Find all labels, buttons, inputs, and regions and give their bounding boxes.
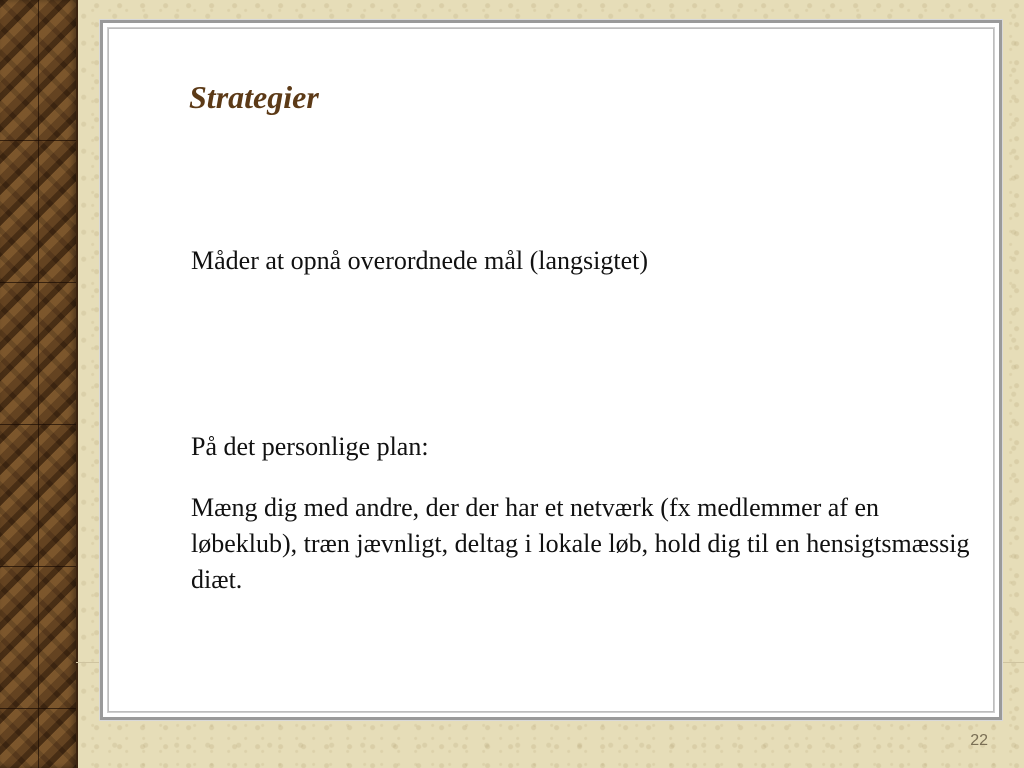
page-number: 22 <box>970 732 988 749</box>
decorative-side-strip <box>0 0 78 768</box>
strip-divider-horizontal <box>0 282 76 283</box>
slide-panel-inner-border <box>108 28 994 712</box>
slide-panel <box>100 20 1002 720</box>
strip-divider-horizontal <box>0 424 76 425</box>
slide-paragraph: Mæng dig med andre, der der har et netværk (fx medlemmer af en løbeklub), træn jævnligt, deltag i lokale løb, hold dig til en hensigtsmæssig diæt. <box>191 493 970 594</box>
slide-title: Strategier <box>189 79 319 115</box>
strip-divider-horizontal <box>0 708 76 709</box>
slide-text-line1: Måder at opnå overordnede mål (langsigtet) <box>191 246 648 275</box>
strip-divider-horizontal <box>0 140 76 141</box>
slide-text-line2: På det personlige plan: <box>191 432 429 461</box>
strip-divider-vertical <box>38 0 39 768</box>
strip-divider-horizontal <box>0 566 76 567</box>
